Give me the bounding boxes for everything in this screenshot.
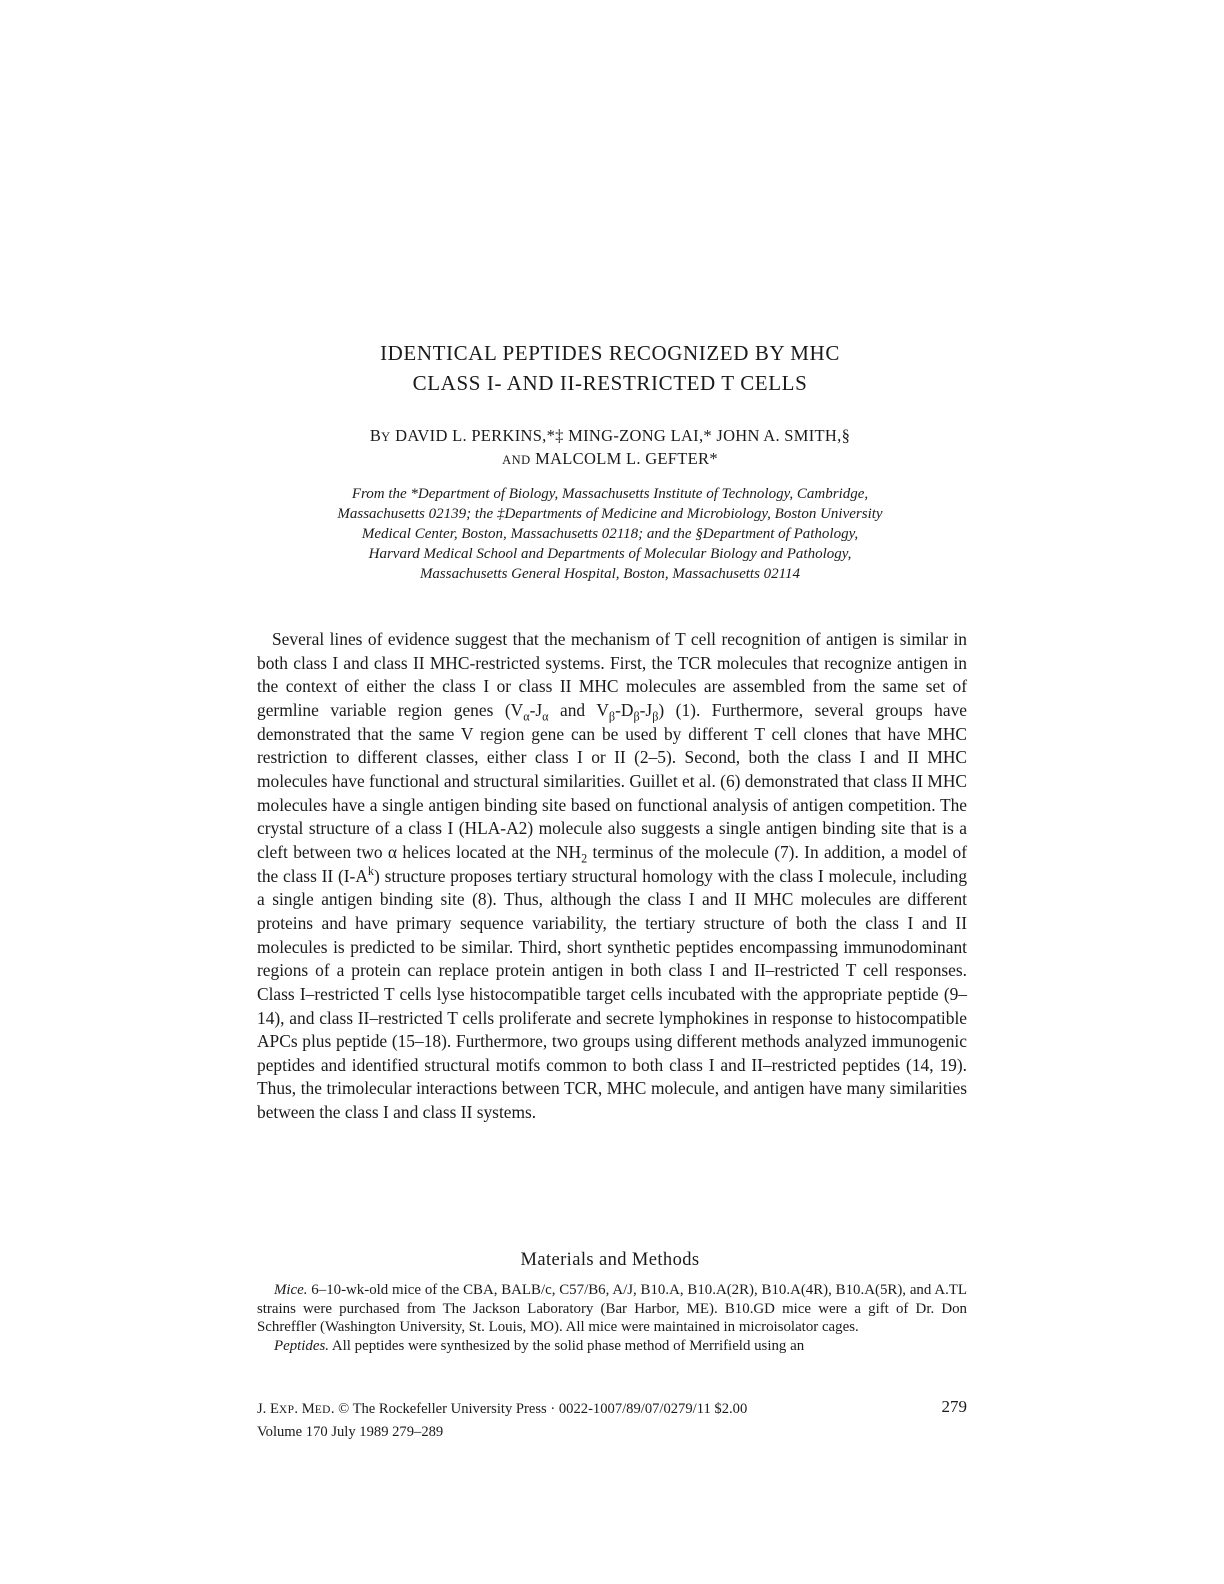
affiliations xyxy=(250,484,970,584)
affiliation-line: From the *Department of Biology, Massachusetts Institute of Technology, Cambridge, xyxy=(351,486,869,502)
beta-subscript: β xyxy=(608,709,616,724)
peptides-runin-heading: Peptides. xyxy=(274,1337,329,1354)
alpha-subscript: α xyxy=(523,709,530,724)
page-footer xyxy=(257,1398,967,1443)
section-heading-methods: Materials and Methods xyxy=(520,1250,700,1270)
and-smallcaps: AND xyxy=(502,453,531,467)
mice-paragraph xyxy=(257,1281,967,1337)
journal-line xyxy=(257,1398,967,1421)
intro-text: -D xyxy=(615,699,634,720)
mice-runin-heading: Mice. xyxy=(274,1282,308,1298)
author-list xyxy=(250,425,970,471)
peptides-text: All peptides were synthesized by the solid phase method of Merrifield using an xyxy=(329,1337,805,1354)
peptides-paragraph xyxy=(257,1337,967,1356)
journal-abbrev: J. E xyxy=(257,1401,279,1417)
mice-text: 6–10-wk-old mice of the CBA, BALB/c, C57/B6, A/J, B10.A, B10.A(2R), B10.A(4R), B10.A(5R), and A.TL strains were purchased from The Jackson Laboratory (Bar Harbor, ME). B10.GD mice were a gift of Dr. Don Schreffler (Washington University, St. Louis, MO). All mice were maintained in microisolator cages. xyxy=(257,1282,967,1335)
intro-text: -J xyxy=(529,699,543,720)
intro-text: Several lines of evidence suggest that the mechanism of T cell recognition of antigen is similar in both class I and class II MHC-restricted systems. First, the TCR molecules that recognize antigen in the context of either the class I or class II MHC molecules are assembled from the same set of germline variable region genes (V xyxy=(257,629,967,720)
intro-text: ) (1). Furthermore, several groups have demonstrated that the same V region gene can be used by different T cell clones that have MHC restriction to different classes, either class I or II (2–5). Second, both the class I and II MHC molecules have functional and structural similarities. Guillet et al. (6) demonstrated that class II MHC molecules have a single antigen binding site based on functional analysis of antigen competition. The crystal structure of a class I (HLA-A2) molecule also suggests a single antigen binding site that is a cleft between two xyxy=(257,699,967,862)
introduction xyxy=(257,628,967,1125)
affiliation-line: Harvard Medical School and Departments of Molecular Biology and Pathology, xyxy=(368,546,852,562)
by-initial: B xyxy=(369,426,382,445)
affiliation-line: Massachusetts 02139; the ‡Departments of Medicine and Microbiology, Boston University xyxy=(337,506,883,522)
intro-paragraph xyxy=(257,628,967,1125)
alpha-symbol: α xyxy=(387,841,398,862)
intro-text: -J xyxy=(639,699,653,720)
journal-abbrev: . M xyxy=(294,1401,315,1417)
by-smallcaps: Y xyxy=(381,430,391,444)
volume-line: Volume 170 July 1989 279–289 xyxy=(257,1424,444,1440)
journal-abbrev: XP xyxy=(278,1404,295,1416)
methods-section xyxy=(257,1281,967,1355)
nh2-subscript: 2 xyxy=(581,851,588,866)
title-line-2: CLASS I- AND II-RESTRICTED T CELLS xyxy=(412,371,808,395)
title-line-1: IDENTICAL PEPTIDES RECOGNIZED BY MHC xyxy=(380,341,840,365)
page-number: 279 xyxy=(941,1397,967,1416)
alpha-subscript: α xyxy=(542,709,549,724)
article-title xyxy=(250,338,970,398)
affiliation-line: Medical Center, Boston, Massachusetts 02118; and the §Department of Pathology, xyxy=(361,526,859,542)
beta-subscript: β xyxy=(652,709,659,724)
k-superscript: k xyxy=(367,863,374,878)
beta-subscript: β xyxy=(633,709,640,724)
authors-line-1: DAVID L. PERKINS,*‡ MING-ZONG LAI,* JOHN A. SMITH,§ xyxy=(390,426,851,445)
affiliation-line: Massachusetts General Hospital, Boston, Massachusetts 02114 xyxy=(419,566,801,582)
authors-line-2: MALCOLM L. GEFTER* xyxy=(530,449,718,468)
publisher-line: . © The Rockefeller University Press · 0022-1007/89/07/0279/11 $2.00 xyxy=(330,1401,748,1417)
author-line-2 xyxy=(250,448,970,471)
intro-text: and V xyxy=(548,699,609,720)
intro-text: helices located at the NH xyxy=(397,841,582,862)
journal-abbrev: ED xyxy=(314,1404,331,1416)
author-line-1 xyxy=(250,425,970,448)
intro-text: ) structure proposes tertiary structural homology with the class I molecule, including a single antigen binding site (8). Thus, although the class I and II MHC molecules are different proteins and have primary sequence variability, the tertiary structure of both the class I and II molecules is predicted to be similar. Third, short synthetic peptides encompassing immunodominant regions of a protein can replace protein antigen in both class I and II–restricted T cell responses. Class I–restricted T cells lyse histocompatible target cells incubated with the appropriate peptide (9–14), and class II–restricted T cells proliferate and secrete lymphokines in response to histocompatible APCs plus peptide (15–18). Furthermore, two groups using different methods analyzed immunogenic peptides and identified structural motifs common to both class I and II–restricted peptides (14, 19). Thus, the trimolecular interactions between TCR, MHC molecule, and antigen have many similarities between the class I and class II systems. xyxy=(257,865,968,1123)
intro-text: terminus of the molecule (7). In addition, a model of the class II (I-A xyxy=(257,841,967,886)
